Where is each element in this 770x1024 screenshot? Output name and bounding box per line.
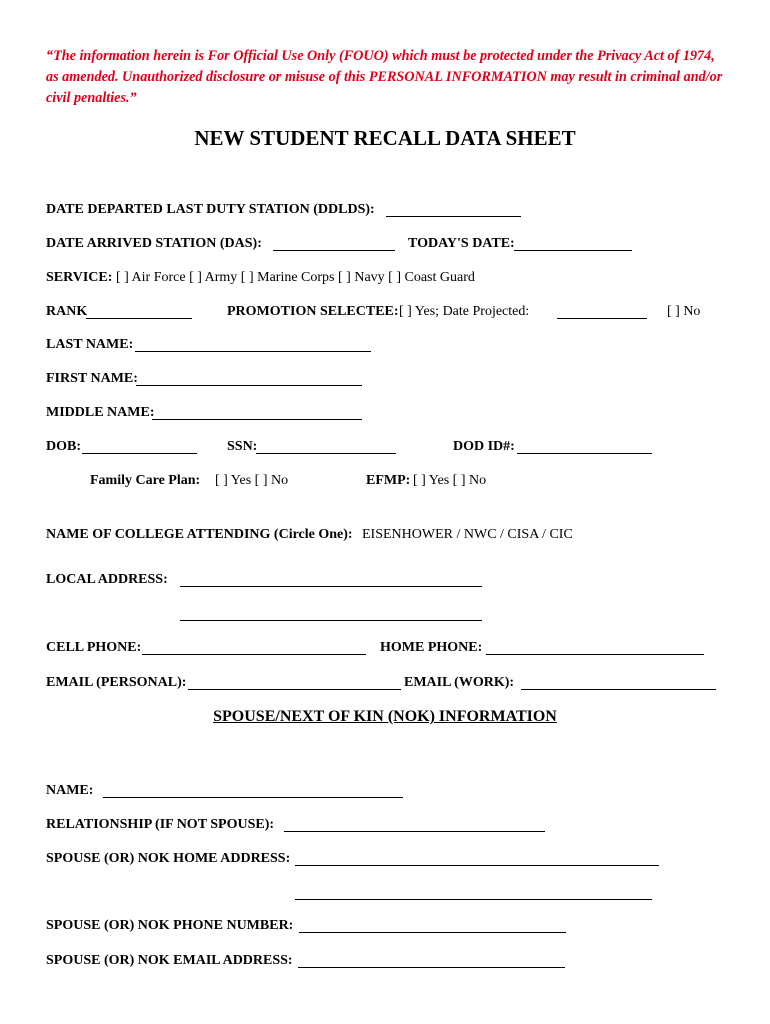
privacy-warning: “The information herein is For Official Use Only (FOUO) which must be protected under the Privacy Act of 1974, as amended. Unauthorized disclosure or misuse of this PERSONAL INFORMATION may result in criminal and/or civil penalties.” bbox=[46, 48, 723, 106]
efmp-label: EFMP: bbox=[366, 473, 411, 488]
dod-id-field[interactable] bbox=[517, 453, 652, 454]
first-name-label: FIRST NAME: bbox=[46, 371, 138, 386]
spouse-name-label: NAME: bbox=[46, 783, 94, 798]
service-label: SERVICE: bbox=[46, 270, 113, 285]
family-care-options[interactable]: [ ] Yes [ ] No bbox=[215, 473, 289, 488]
college-label: NAME OF COLLEGE ATTENDING (Circle One): bbox=[46, 527, 353, 542]
local-address-line-1[interactable] bbox=[180, 586, 482, 587]
das-field[interactable] bbox=[273, 250, 395, 251]
middle-name-field[interactable] bbox=[152, 419, 362, 420]
nok-phone-field[interactable] bbox=[299, 932, 566, 933]
spouse-name-field[interactable] bbox=[103, 797, 403, 798]
relationship-field[interactable] bbox=[284, 831, 545, 832]
home-phone-label: HOME PHONE: bbox=[380, 640, 483, 655]
ddlds-label: DATE DEPARTED LAST DUTY STATION (DDLDS): bbox=[46, 202, 375, 217]
relationship-label: RELATIONSHIP (IF NOT SPOUSE): bbox=[46, 817, 275, 832]
page-title: NEW STUDENT RECALL DATA SHEET bbox=[194, 126, 576, 150]
dob-field[interactable] bbox=[82, 453, 197, 454]
cell-phone-field[interactable] bbox=[142, 654, 366, 655]
email-work-label: EMAIL (WORK): bbox=[404, 675, 515, 690]
rank-label: RANK bbox=[46, 304, 88, 319]
dob-label: DOB: bbox=[46, 439, 81, 454]
service-options[interactable]: [ ] Air Force [ ] Army [ ] Marine Corps [ ] Navy [ ] Coast Guard bbox=[116, 270, 475, 285]
college-options[interactable]: EISENHOWER / NWC / CISA / CIC bbox=[362, 527, 573, 542]
todays-date-label: TODAY'S DATE: bbox=[408, 236, 515, 251]
ssn-field[interactable] bbox=[256, 453, 396, 454]
todays-date-field[interactable] bbox=[514, 250, 632, 251]
promotion-no-option[interactable]: [ ] No bbox=[667, 304, 701, 319]
nok-home-address-line-2[interactable] bbox=[295, 899, 652, 900]
das-label: DATE ARRIVED STATION (DAS): bbox=[46, 236, 262, 251]
local-address-line-2[interactable] bbox=[180, 620, 482, 621]
rank-field[interactable] bbox=[86, 318, 192, 319]
dod-id-label: DOD ID#: bbox=[453, 439, 515, 454]
first-name-field[interactable] bbox=[136, 385, 362, 386]
promotion-label: PROMOTION SELECTEE: bbox=[227, 304, 399, 319]
ssn-label: SSN: bbox=[227, 439, 258, 454]
nok-phone-label: SPOUSE (OR) NOK PHONE NUMBER: bbox=[46, 918, 294, 933]
efmp-options[interactable]: [ ] Yes [ ] No bbox=[413, 473, 487, 488]
ddlds-field[interactable] bbox=[386, 216, 521, 217]
nok-home-address-label: SPOUSE (OR) NOK HOME ADDRESS: bbox=[46, 851, 291, 866]
email-personal-field[interactable] bbox=[188, 689, 401, 690]
local-address-label: LOCAL ADDRESS: bbox=[46, 572, 168, 587]
family-care-label: Family Care Plan: bbox=[90, 473, 201, 488]
nok-email-field[interactable] bbox=[298, 967, 565, 968]
spouse-section-heading: SPOUSE/NEXT OF KIN (NOK) INFORMATION bbox=[213, 708, 557, 725]
email-work-field[interactable] bbox=[521, 689, 716, 690]
nok-home-address-line-1[interactable] bbox=[295, 865, 659, 866]
promotion-yes-option[interactable]: [ ] Yes; Date Projected: bbox=[399, 304, 530, 319]
last-name-field[interactable] bbox=[135, 351, 371, 352]
last-name-label: LAST NAME: bbox=[46, 337, 134, 352]
home-phone-field[interactable] bbox=[486, 654, 704, 655]
cell-phone-label: CELL PHONE: bbox=[46, 640, 142, 655]
promotion-date-field[interactable] bbox=[557, 318, 647, 319]
nok-email-label: SPOUSE (OR) NOK EMAIL ADDRESS: bbox=[46, 953, 293, 968]
email-personal-label: EMAIL (PERSONAL): bbox=[46, 675, 187, 690]
middle-name-label: MIDDLE NAME: bbox=[46, 405, 155, 420]
